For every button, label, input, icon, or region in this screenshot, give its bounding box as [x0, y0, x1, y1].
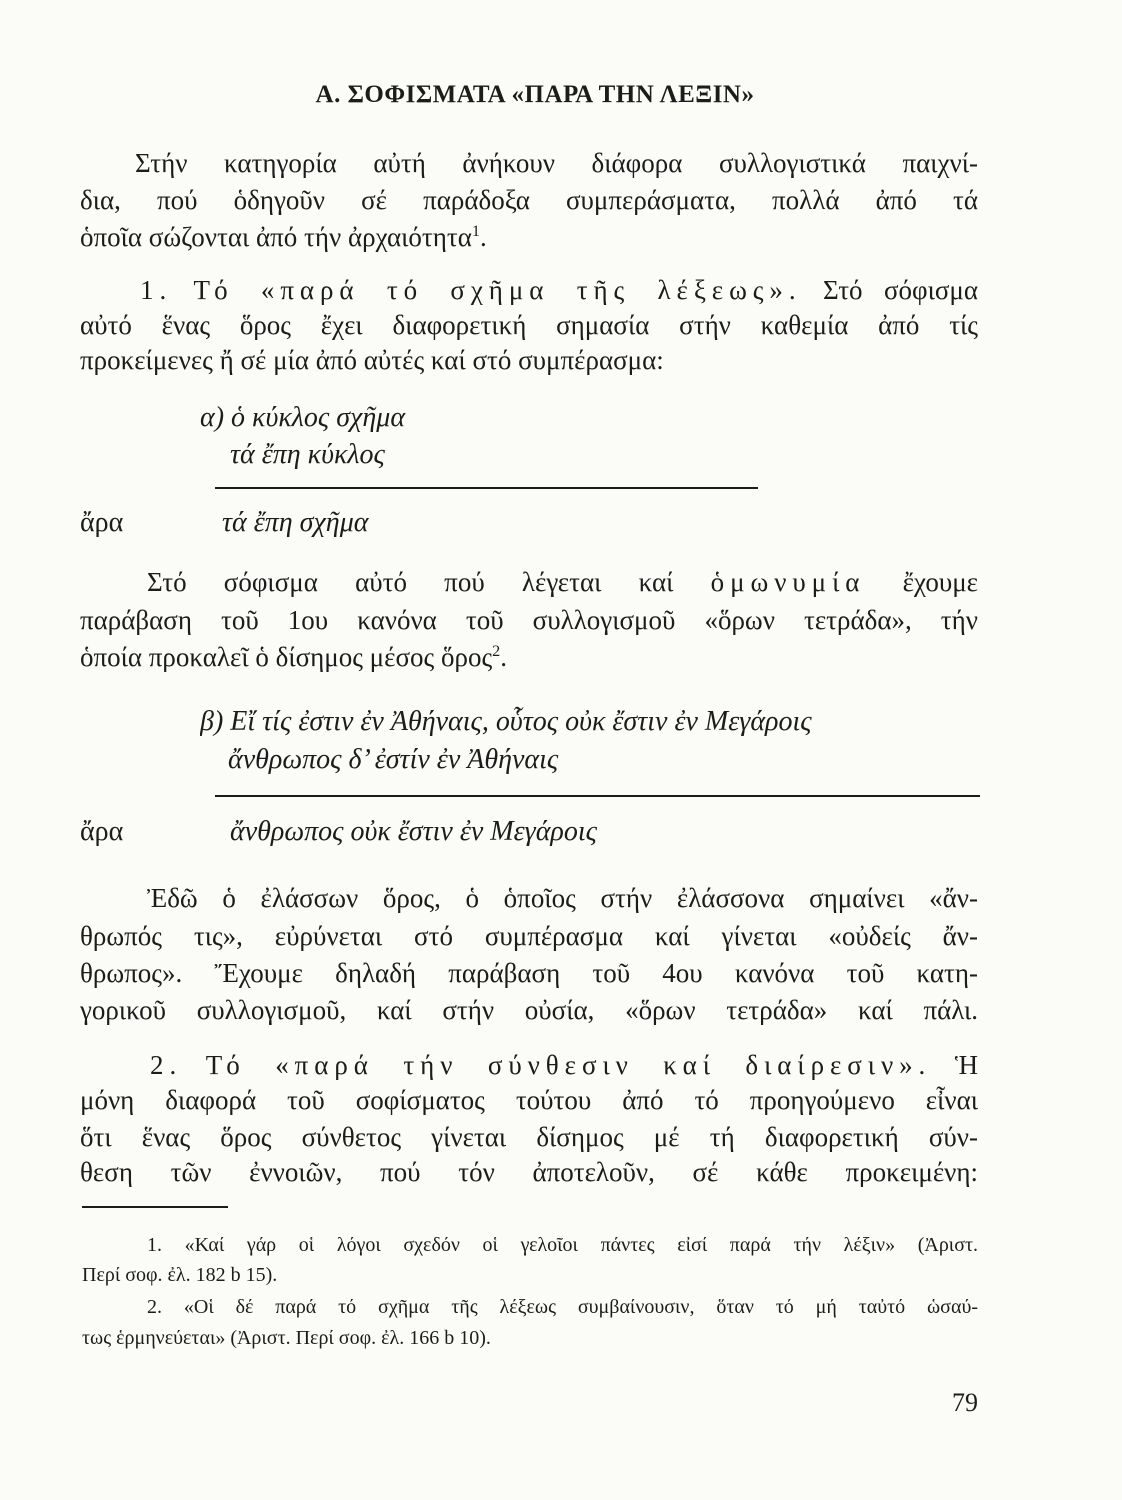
commentary-a-line-3-text: ὁποία προκαλεῖ ὁ δίσημος μέσος ὅρος	[80, 642, 493, 672]
syllogism-a-label: α)	[200, 402, 225, 433]
footnote-1-text: «Καί γάρ οἱ λόγοι σχεδόν οἱ γελοῖοι πάντες εἰσί παρά τήν λέξιν» (Ἀριστ.	[184, 1234, 978, 1256]
commentary-a-line-1	[147, 564, 978, 600]
section-2-number: 2.	[150, 1050, 183, 1080]
section-2-line-1-rest: Ἡ	[954, 1050, 978, 1080]
syllogism-a-major-text: ὁ κύκλος σχῆμα	[231, 402, 406, 433]
footnote-2-number: 2.	[147, 1296, 162, 1318]
section-2-title: Τό «παρά τήν σύνθεσιν καί διαίρεσιν».	[205, 1050, 932, 1080]
chapter-heading: Α. ΣΟΦΙΣΜΑΤΑ «ΠΑΡΑ ΤΗΝ ΛΕΞΙΝ»	[315, 81, 755, 108]
commentary-b-line-2: θρωπός τις», εὐρύνεται στό συμπέρασμα καί γίνεται «οὐδείς ἄν-	[80, 921, 978, 951]
intro-line-2: δια, πού ὁδηγοῦν σέ παράδοξα συμπεράσματα, πολλά ἀπό τά	[80, 185, 978, 215]
commentary-a-line-2: παράβαση τοῦ 1ου κανόνα τοῦ συλλογισμοῦ «ὅρων τετράδα», τήν	[80, 605, 978, 635]
syllogism-a-divider	[215, 487, 758, 489]
syllogism-a-therefore: ἄρα	[80, 507, 124, 538]
intro-line-3	[80, 219, 978, 255]
footnote-1-line-1	[147, 1231, 978, 1259]
commentary-a-term: ὁμωνυμία	[710, 567, 866, 597]
section-1-title: Τό «παρά τό σχῆμα τῆς λέξεως».	[193, 275, 802, 305]
syllogism-b-therefore: ἄρα	[80, 816, 124, 847]
syllogism-a-conclusion: τά ἔπη σχῆμα	[222, 507, 369, 538]
syllogism-a-minor: τά ἔπη κύκλος	[230, 439, 385, 470]
section-1-number: 1.	[140, 275, 173, 305]
section-2-line-3: ὅτι ἕνας ὅρος σύνθετος γίνεται δίσημος μέ τή διαφορετική σύν-	[80, 1122, 978, 1152]
footnote-1-number: 1.	[147, 1234, 162, 1256]
page-number: 79	[952, 1388, 978, 1417]
commentary-a-before: Στό σόφισμα αὐτό πού λέγεται καί	[147, 567, 674, 597]
footnote-2-line-1	[147, 1293, 978, 1321]
syllogism-b-major-text: Εἴ τίς ἐστιν ἐν Ἀθήναις, οὗτος οὐκ ἔστιν ἐν Μεγάροις	[230, 706, 812, 737]
footnote-2-line-2: τως ἑρμηνεύεται» (Ἀριστ. Περί σοφ. ἐλ. 166 b 10).	[82, 1327, 491, 1349]
footnote-1-line-2: Περί σοφ. ἐλ. 182 b 15).	[82, 1264, 278, 1286]
syllogism-a-major	[200, 400, 960, 436]
footnote-ref-1: 1	[471, 222, 480, 240]
section-1-line-3: προκείμενες ἤ σέ μία ἀπό αὐτές καί στό συμπέρασμα:	[80, 345, 664, 375]
footnote-ref-2: 2	[492, 642, 501, 660]
syllogism-b-major	[200, 704, 978, 740]
commentary-a-line-3	[80, 639, 978, 675]
footnote-separator	[82, 1206, 228, 1208]
commentary-b-line-3: θρωπος». Ἔχουμε δηλαδή παράβαση τοῦ 4ου κανόνα τοῦ κατη-	[80, 958, 978, 988]
section-1-line-1-rest: Στό σόφισμα	[822, 275, 978, 305]
commentary-b-line-1: Ἐδῶ ὁ ἐλάσσων ὅρος, ὁ ὁποῖος στήν ἐλάσσονα σημαίνει «ἄν-	[147, 883, 978, 913]
section-2-line-4: θεση τῶν ἐννοιῶν, πού τόν ἀποτελοῦν, σέ κάθε προκειμένη:	[80, 1157, 978, 1187]
commentary-b-line-4: γορικοῦ συλλογισμοῦ, καί στήν οὐσία, «ὅρων τετράδα» καί πάλι.	[80, 995, 978, 1025]
section-1-line-2: αὐτό ἕνας ὅρος ἔχει διαφορετική σημασία στήν καθεμία ἀπό τίς	[80, 310, 978, 340]
commentary-a-end-punctuation: .	[500, 642, 508, 672]
syllogism-b-label: β)	[200, 706, 224, 737]
section-2-line-1	[150, 1047, 978, 1083]
syllogism-b-minor: ἄνθρωπος δ’ ἐστίν ἐν Ἀθήναις	[228, 744, 559, 775]
intro-end-punctuation: .	[479, 222, 487, 252]
commentary-a-after: ἔχουμε	[902, 567, 978, 597]
syllogism-b-divider	[215, 795, 980, 797]
intro-line-3-text: ὁποῖα σώζονται ἀπό τήν ἀρχαιότητα	[80, 222, 472, 252]
intro-line-1: Στήν κατηγορία αὐτή ἀνήκουν διάφορα συλλογιστικά παιχνί-	[135, 148, 978, 178]
footnote-2-text: «Οἱ δέ παρά τό σχῆμα τῆς λέξεως συμβαίνουσιν, ὅταν τό μή ταὐτό ὡσαύ-	[183, 1296, 978, 1318]
section-1-line-1	[140, 272, 978, 308]
syllogism-b-conclusion: ἄνθρωπος οὐκ ἔστιν ἐν Μεγάροις	[230, 816, 597, 847]
section-2-line-2: μόνη διαφορά τοῦ σοφίσματος τούτου ἀπό τό προηγούμενο εἶναι	[80, 1085, 978, 1115]
